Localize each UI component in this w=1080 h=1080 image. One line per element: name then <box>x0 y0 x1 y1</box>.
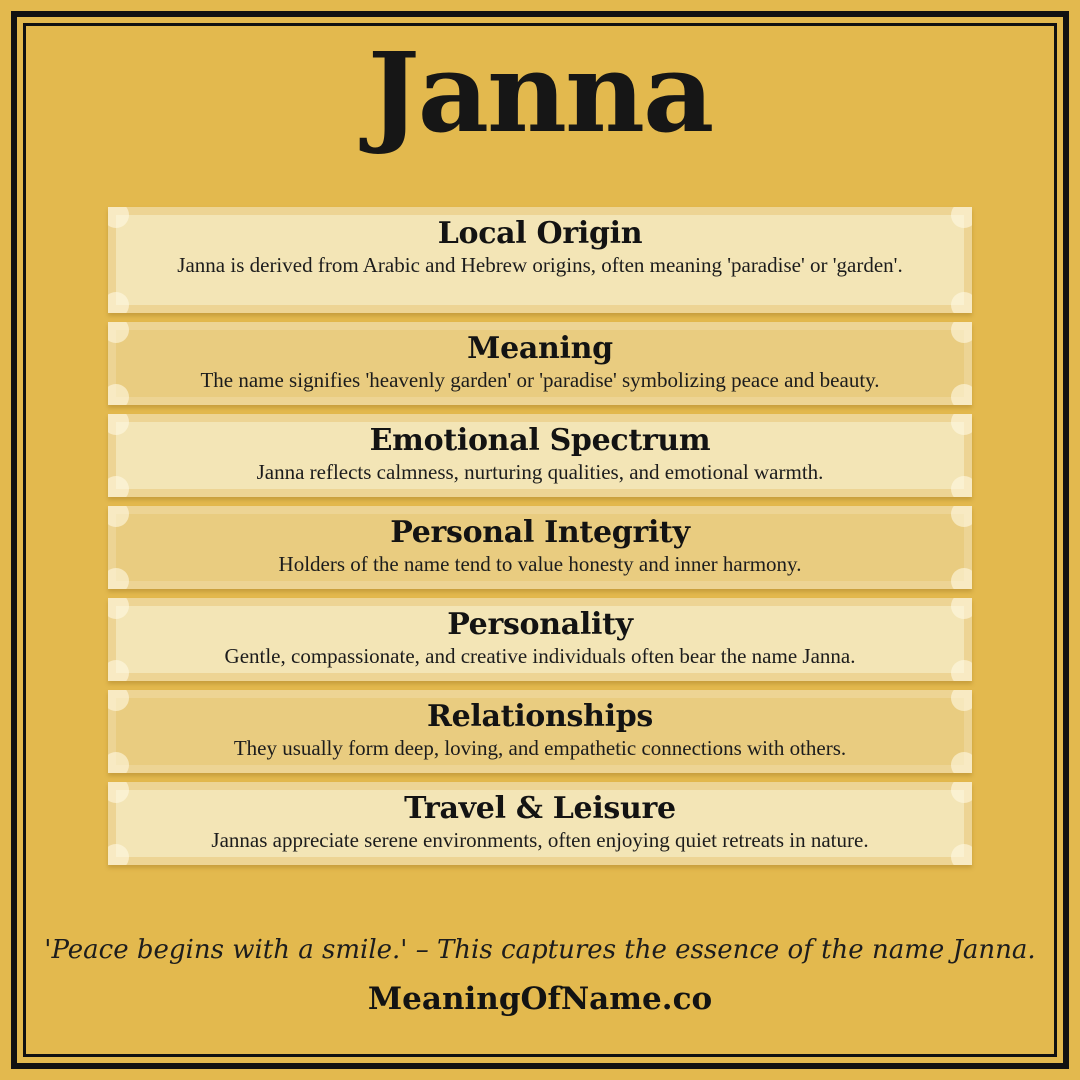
section-heading: Personality <box>447 607 633 642</box>
section-description: The name signifies 'heavenly garden' or 'paradise' symbolizing peace and beauty. <box>200 368 880 392</box>
corner-rivet-icon <box>951 568 972 589</box>
corner-rivet-icon <box>951 844 972 865</box>
section-description: Janna is derived from Arabic and Hebrew origins, often meaning 'paradise' or 'garden'. <box>177 253 903 277</box>
section-panel <box>116 606 964 673</box>
section-card <box>108 598 972 681</box>
section-description: Gentle, compassionate, and creative individuals often bear the name Janna. <box>224 644 856 668</box>
section-description: Holders of the name tend to value honesty and inner harmony. <box>278 552 802 576</box>
section-card <box>108 690 972 773</box>
section-card <box>108 207 972 313</box>
section-heading: Meaning <box>467 331 613 366</box>
section-heading: Emotional Spectrum <box>369 423 711 458</box>
corner-rivet-icon <box>951 752 972 773</box>
section-heading: Personal Integrity <box>390 515 690 550</box>
brand-name: MeaningOfName.co <box>367 981 713 1017</box>
section-panel <box>116 215 964 305</box>
section-panel <box>116 514 964 581</box>
section-panel <box>116 330 964 397</box>
section-heading: Travel & Leisure <box>404 791 676 826</box>
section-description: They usually form deep, loving, and empathetic connections with others. <box>233 736 847 760</box>
section-heading: Relationships <box>427 699 653 734</box>
section-panel <box>116 790 964 857</box>
page-title: Janna <box>367 28 713 157</box>
section-card <box>108 322 972 405</box>
section-description: Janna reflects calmness, nurturing qualities, and emotional warmth. <box>256 460 824 484</box>
corner-rivet-icon <box>951 660 972 681</box>
section-panel <box>116 422 964 489</box>
corner-rivet-icon <box>951 476 972 497</box>
corner-rivet-icon <box>951 292 972 313</box>
section-card <box>108 506 972 589</box>
section-card <box>108 782 972 865</box>
sections-list <box>108 207 972 865</box>
section-card <box>108 414 972 497</box>
section-panel <box>116 698 964 765</box>
corner-rivet-icon <box>951 384 972 405</box>
section-description: Jannas appreciate serene environments, often enjoying quiet retreats in nature. <box>211 828 869 852</box>
section-heading: Local Origin <box>437 216 643 251</box>
footer-quote: 'Peace begins with a smile.' – This captures the essence of the name Janna. <box>44 935 1036 965</box>
